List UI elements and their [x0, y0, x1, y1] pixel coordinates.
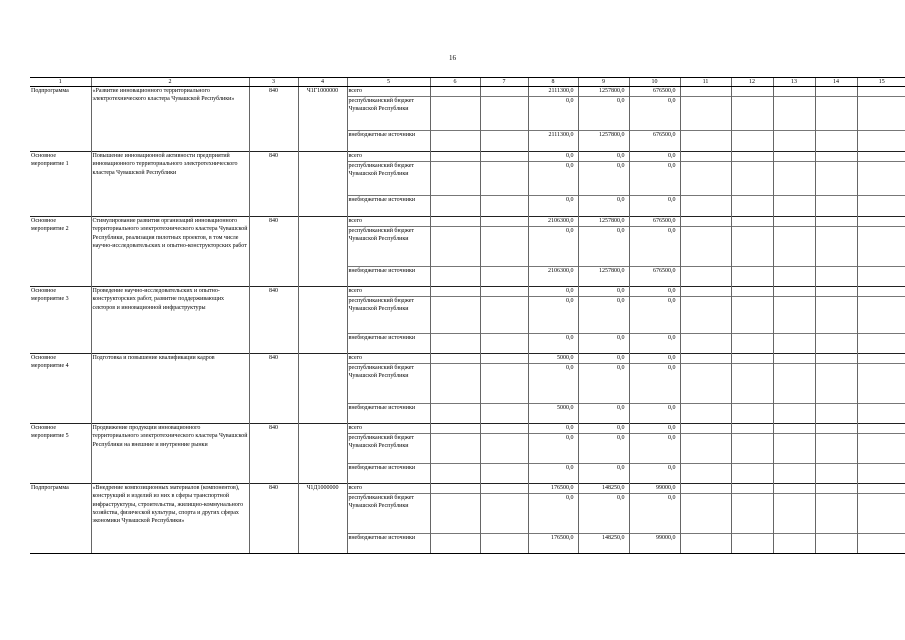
- empty-cell-14: [815, 424, 857, 434]
- empty-cell-15: [857, 484, 905, 494]
- empty-cell-7: [480, 494, 528, 534]
- value-col-8: 0,0: [528, 494, 578, 534]
- empty-cell-11: [680, 152, 731, 162]
- column-number-11: 11: [680, 78, 731, 87]
- empty-cell-12: [731, 297, 773, 334]
- value-col-9: 1257800,0: [578, 267, 629, 287]
- empty-cell-6: [430, 424, 480, 434]
- value-col-10: 676500,0: [629, 217, 680, 227]
- source-label: республиканский бюджет Чувашской Республики: [347, 434, 430, 464]
- source-label: всего: [347, 217, 430, 227]
- column-number-5: 5: [347, 78, 430, 87]
- empty-cell-14: [815, 434, 857, 464]
- value-col-8: 0,0: [528, 364, 578, 404]
- column-number-13: 13: [773, 78, 815, 87]
- table-row: [30, 484, 905, 494]
- code-cell: [298, 354, 347, 424]
- empty-cell-11: [680, 364, 731, 404]
- empty-cell-15: [857, 424, 905, 434]
- name-cell: Повышение инновационной активности предприятий инновационного территориального электротехнического кластера Чувашской Республики: [91, 152, 249, 217]
- value-col-8: 0,0: [528, 434, 578, 464]
- empty-cell-13: [773, 297, 815, 334]
- empty-cell-15: [857, 464, 905, 484]
- empty-cell-7: [480, 196, 528, 217]
- empty-cell-15: [857, 297, 905, 334]
- empty-cell-12: [731, 434, 773, 464]
- empty-cell-7: [480, 484, 528, 494]
- column-number-15: 15: [857, 78, 905, 87]
- empty-cell-13: [773, 464, 815, 484]
- name-cell: Продвижение продукции инновационного территориального электротехнического кластера Чувашской Республики на внешние и внутренние рынки: [91, 424, 249, 484]
- value-col-10: 0,0: [629, 97, 680, 131]
- grbs-cell: 840: [249, 152, 298, 217]
- empty-cell-7: [480, 404, 528, 424]
- empty-cell-15: [857, 287, 905, 297]
- column-number-2: 2: [91, 78, 249, 87]
- empty-cell-12: [731, 152, 773, 162]
- value-col-10: 0,0: [629, 287, 680, 297]
- empty-cell-13: [773, 534, 815, 554]
- empty-cell-13: [773, 87, 815, 97]
- empty-cell-14: [815, 534, 857, 554]
- source-label: республиканский бюджет Чувашской Республики: [347, 227, 430, 267]
- empty-cell-11: [680, 494, 731, 534]
- empty-cell-11: [680, 297, 731, 334]
- column-number-10: 10: [629, 78, 680, 87]
- value-col-9: 0,0: [578, 354, 629, 364]
- empty-cell-6: [430, 162, 480, 196]
- source-label: всего: [347, 87, 430, 97]
- value-col-10: 0,0: [629, 424, 680, 434]
- empty-cell-13: [773, 287, 815, 297]
- empty-cell-15: [857, 87, 905, 97]
- code-cell: Ч1Д1000000: [298, 484, 347, 554]
- empty-cell-14: [815, 131, 857, 152]
- empty-cell-11: [680, 434, 731, 464]
- source-label: внебюджетные источники: [347, 334, 430, 354]
- status-cell: Основное мероприятие 1: [30, 152, 91, 217]
- value-col-8: 5000,0: [528, 354, 578, 364]
- empty-cell-6: [430, 97, 480, 131]
- empty-cell-7: [480, 97, 528, 131]
- empty-cell-14: [815, 297, 857, 334]
- empty-cell-6: [430, 227, 480, 267]
- status-cell: Основное мероприятие 3: [30, 287, 91, 354]
- empty-cell-15: [857, 404, 905, 424]
- status-cell: Основное мероприятие 2: [30, 217, 91, 287]
- value-col-10: 0,0: [629, 227, 680, 267]
- table-row: [30, 354, 905, 364]
- empty-cell-13: [773, 152, 815, 162]
- value-col-10: 676500,0: [629, 267, 680, 287]
- empty-cell-13: [773, 267, 815, 287]
- table-row: [30, 217, 905, 227]
- value-col-8: 5000,0: [528, 404, 578, 424]
- empty-cell-6: [430, 267, 480, 287]
- value-col-10: 0,0: [629, 494, 680, 534]
- empty-cell-15: [857, 131, 905, 152]
- empty-cell-15: [857, 354, 905, 364]
- column-number-3: 3: [249, 78, 298, 87]
- source-label: всего: [347, 152, 430, 162]
- empty-cell-15: [857, 434, 905, 464]
- empty-cell-7: [480, 287, 528, 297]
- empty-cell-14: [815, 97, 857, 131]
- status-cell: Подпрограмма: [30, 484, 91, 554]
- empty-cell-12: [731, 494, 773, 534]
- name-cell: Проведение научно-исследовательских и опытно-конструкторских работ, развитие поддерживающих секторов и инновационной инфраструктуры: [91, 287, 249, 354]
- empty-cell-14: [815, 196, 857, 217]
- value-col-9: 0,0: [578, 287, 629, 297]
- value-col-8: 2106300,0: [528, 267, 578, 287]
- column-number-9: 9: [578, 78, 629, 87]
- empty-cell-14: [815, 162, 857, 196]
- empty-cell-14: [815, 287, 857, 297]
- column-numbers-row: [30, 78, 905, 87]
- empty-cell-14: [815, 152, 857, 162]
- empty-cell-6: [430, 404, 480, 424]
- empty-cell-7: [480, 87, 528, 97]
- empty-cell-15: [857, 162, 905, 196]
- empty-cell-6: [430, 297, 480, 334]
- grbs-cell: 840: [249, 424, 298, 484]
- value-col-8: 0,0: [528, 97, 578, 131]
- value-col-9: 1257800,0: [578, 217, 629, 227]
- value-col-9: 0,0: [578, 97, 629, 131]
- grbs-cell: 840: [249, 287, 298, 354]
- empty-cell-13: [773, 404, 815, 424]
- empty-cell-11: [680, 267, 731, 287]
- grbs-cell: 840: [249, 217, 298, 287]
- empty-cell-13: [773, 434, 815, 464]
- page-number: 16: [449, 54, 456, 62]
- code-cell: [298, 287, 347, 354]
- empty-cell-14: [815, 87, 857, 97]
- empty-cell-15: [857, 196, 905, 217]
- empty-cell-14: [815, 267, 857, 287]
- value-col-10: 99000,0: [629, 484, 680, 494]
- empty-cell-7: [480, 534, 528, 554]
- empty-cell-14: [815, 217, 857, 227]
- funding-table: [30, 77, 905, 554]
- empty-cell-6: [430, 152, 480, 162]
- empty-cell-6: [430, 434, 480, 464]
- value-col-8: 2111300,0: [528, 87, 578, 97]
- empty-cell-7: [480, 424, 528, 434]
- empty-cell-12: [731, 364, 773, 404]
- empty-cell-7: [480, 162, 528, 196]
- source-label: внебюджетные источники: [347, 131, 430, 152]
- empty-cell-11: [680, 227, 731, 267]
- empty-cell-14: [815, 494, 857, 534]
- value-col-10: 0,0: [629, 334, 680, 354]
- empty-cell-12: [731, 287, 773, 297]
- empty-cell-7: [480, 217, 528, 227]
- column-number-6: 6: [430, 78, 480, 87]
- empty-cell-14: [815, 484, 857, 494]
- code-cell: [298, 217, 347, 287]
- value-col-9: 0,0: [578, 162, 629, 196]
- empty-cell-13: [773, 424, 815, 434]
- value-col-10: 99000,0: [629, 534, 680, 554]
- empty-cell-11: [680, 87, 731, 97]
- empty-cell-15: [857, 534, 905, 554]
- empty-cell-6: [430, 217, 480, 227]
- empty-cell-15: [857, 364, 905, 404]
- empty-cell-6: [430, 364, 480, 404]
- empty-cell-12: [731, 424, 773, 434]
- empty-cell-13: [773, 162, 815, 196]
- column-number-12: 12: [731, 78, 773, 87]
- value-col-8: 0,0: [528, 152, 578, 162]
- empty-cell-7: [480, 354, 528, 364]
- value-col-10: 0,0: [629, 297, 680, 334]
- source-label: внебюджетные источники: [347, 534, 430, 554]
- empty-cell-11: [680, 484, 731, 494]
- name-cell: «Развитие инновационного территориального электротехнического кластера Чувашской Республики»: [91, 87, 249, 152]
- empty-cell-15: [857, 227, 905, 267]
- empty-cell-11: [680, 534, 731, 554]
- empty-cell-11: [680, 354, 731, 364]
- source-label: республиканский бюджет Чувашской Республики: [347, 297, 430, 334]
- empty-cell-13: [773, 217, 815, 227]
- value-col-10: 0,0: [629, 162, 680, 196]
- grbs-cell: 840: [249, 354, 298, 424]
- empty-cell-11: [680, 162, 731, 196]
- source-label: всего: [347, 354, 430, 364]
- empty-cell-7: [480, 434, 528, 464]
- value-col-9: 0,0: [578, 196, 629, 217]
- source-label: внебюджетные источники: [347, 196, 430, 217]
- table-row: [30, 424, 905, 434]
- empty-cell-7: [480, 267, 528, 287]
- empty-cell-11: [680, 131, 731, 152]
- value-col-8: 0,0: [528, 196, 578, 217]
- empty-cell-15: [857, 152, 905, 162]
- empty-cell-15: [857, 267, 905, 287]
- value-col-9: 0,0: [578, 334, 629, 354]
- empty-cell-15: [857, 97, 905, 131]
- empty-cell-6: [430, 196, 480, 217]
- column-number-8: 8: [528, 78, 578, 87]
- value-col-9: 0,0: [578, 227, 629, 267]
- empty-cell-14: [815, 364, 857, 404]
- empty-cell-11: [680, 217, 731, 227]
- empty-cell-12: [731, 97, 773, 131]
- empty-cell-12: [731, 131, 773, 152]
- empty-cell-11: [680, 424, 731, 434]
- value-col-10: 0,0: [629, 354, 680, 364]
- empty-cell-6: [430, 484, 480, 494]
- empty-cell-13: [773, 494, 815, 534]
- empty-cell-11: [680, 196, 731, 217]
- empty-cell-14: [815, 334, 857, 354]
- value-col-9: 1257800,0: [578, 131, 629, 152]
- status-cell: Основное мероприятие 5: [30, 424, 91, 484]
- status-cell: Подпрограмма: [31, 88, 69, 94]
- column-number-4: 4: [298, 78, 347, 87]
- source-label: республиканский бюджет Чувашской Республики: [347, 494, 430, 534]
- value-col-9: 0,0: [578, 434, 629, 464]
- empty-cell-7: [480, 334, 528, 354]
- empty-cell-12: [731, 404, 773, 424]
- empty-cell-14: [815, 227, 857, 267]
- empty-cell-12: [731, 464, 773, 484]
- empty-cell-7: [480, 152, 528, 162]
- value-col-8: 2106300,0: [528, 217, 578, 227]
- empty-cell-7: [480, 131, 528, 152]
- value-col-10: 0,0: [629, 434, 680, 464]
- empty-cell-14: [815, 464, 857, 484]
- column-number-14: 14: [815, 78, 857, 87]
- value-col-8: 0,0: [528, 162, 578, 196]
- value-col-8: 2111300,0: [528, 131, 578, 152]
- empty-cell-6: [430, 354, 480, 364]
- value-col-8: 0,0: [528, 227, 578, 267]
- empty-cell-12: [731, 87, 773, 97]
- empty-cell-6: [430, 87, 480, 97]
- grbs-cell: 840: [249, 87, 298, 152]
- code-cell: Ч1Г1000000: [298, 87, 347, 152]
- empty-cell-13: [773, 97, 815, 131]
- source-label: республиканский бюджет Чувашской Республики: [347, 162, 430, 196]
- empty-cell-13: [773, 227, 815, 267]
- empty-cell-12: [731, 534, 773, 554]
- value-col-8: 0,0: [528, 334, 578, 354]
- value-col-9: 0,0: [578, 297, 629, 334]
- source-label: внебюджетные источники: [347, 404, 430, 424]
- value-col-8: 0,0: [528, 287, 578, 297]
- empty-cell-14: [815, 354, 857, 364]
- source-label: внебюджетные источники: [347, 267, 430, 287]
- grbs-cell: 840: [249, 484, 298, 554]
- name-cell: Подготовка и повышение квалификации кадров: [91, 354, 249, 424]
- source-label: всего: [347, 424, 430, 434]
- value-col-10: 0,0: [629, 364, 680, 404]
- empty-cell-7: [480, 464, 528, 484]
- source-label: республиканский бюджет Чувашской Республики: [347, 364, 430, 404]
- value-col-9: 148250,0: [578, 534, 629, 554]
- value-col-9: 0,0: [578, 464, 629, 484]
- empty-cell-7: [480, 297, 528, 334]
- empty-cell-12: [731, 334, 773, 354]
- name-cell: «Внедрение композиционных материалов (компонентов), конструкций и изделий из них в сферы транспортной инфраструктуры, строительства, жилищно-коммунального хозяйства, физической культуры, спорта и других сферах экономики Чувашской Республики»: [91, 484, 249, 554]
- empty-cell-12: [731, 484, 773, 494]
- source-label: внебюджетные источники: [347, 464, 430, 484]
- empty-cell-6: [430, 464, 480, 484]
- value-col-9: 0,0: [578, 424, 629, 434]
- empty-cell-12: [731, 354, 773, 364]
- empty-cell-12: [731, 217, 773, 227]
- value-col-10: 0,0: [629, 464, 680, 484]
- value-col-8: 176500,0: [528, 484, 578, 494]
- table-row: [30, 287, 905, 297]
- value-col-8: 176500,0: [528, 534, 578, 554]
- value-col-8: 0,0: [528, 424, 578, 434]
- empty-cell-6: [430, 534, 480, 554]
- column-number-1: 1: [30, 78, 91, 87]
- empty-cell-14: [815, 404, 857, 424]
- empty-cell-11: [680, 287, 731, 297]
- empty-cell-13: [773, 354, 815, 364]
- empty-cell-15: [857, 494, 905, 534]
- empty-cell-12: [731, 227, 773, 267]
- empty-cell-6: [430, 334, 480, 354]
- empty-cell-11: [680, 334, 731, 354]
- source-label: всего: [347, 484, 430, 494]
- empty-cell-13: [773, 131, 815, 152]
- column-number-7: 7: [480, 78, 528, 87]
- source-label: республиканский бюджет Чувашской Республики: [347, 97, 430, 131]
- value-col-10: 0,0: [629, 152, 680, 162]
- status-cell: Основное мероприятие 4: [30, 354, 91, 424]
- value-col-10: 0,0: [629, 404, 680, 424]
- empty-cell-15: [857, 334, 905, 354]
- table-row: [30, 87, 905, 97]
- empty-cell-7: [480, 364, 528, 404]
- empty-cell-15: [857, 217, 905, 227]
- value-col-9: 0,0: [578, 152, 629, 162]
- value-col-10: 676500,0: [629, 87, 680, 97]
- empty-cell-12: [731, 267, 773, 287]
- empty-cell-6: [430, 287, 480, 297]
- value-col-9: 0,0: [578, 364, 629, 404]
- empty-cell-11: [680, 97, 731, 131]
- empty-cell-12: [731, 162, 773, 196]
- source-label: всего: [347, 287, 430, 297]
- code-cell: [298, 152, 347, 217]
- value-col-10: 676500,0: [629, 131, 680, 152]
- empty-cell-13: [773, 334, 815, 354]
- empty-cell-6: [430, 131, 480, 152]
- empty-cell-12: [731, 196, 773, 217]
- value-col-9: 0,0: [578, 404, 629, 424]
- name-cell: Стимулирование развития организаций инновационного территориального электротехнического кластера Чувашской Республики, реализация пилотных проектов, в том числе научно-исследовательских и опытно-конструкторских работ: [91, 217, 249, 287]
- value-col-9: 148250,0: [578, 484, 629, 494]
- code-cell: [298, 424, 347, 484]
- empty-cell-13: [773, 484, 815, 494]
- empty-cell-11: [680, 404, 731, 424]
- empty-cell-13: [773, 196, 815, 217]
- empty-cell-13: [773, 364, 815, 404]
- value-col-10: 0,0: [629, 196, 680, 217]
- empty-cell-11: [680, 464, 731, 484]
- value-col-8: 0,0: [528, 464, 578, 484]
- table-row: [30, 152, 905, 162]
- value-col-8: 0,0: [528, 297, 578, 334]
- empty-cell-6: [430, 494, 480, 534]
- value-col-9: 1257800,0: [578, 87, 629, 97]
- value-col-9: 0,0: [578, 494, 629, 534]
- empty-cell-7: [480, 227, 528, 267]
